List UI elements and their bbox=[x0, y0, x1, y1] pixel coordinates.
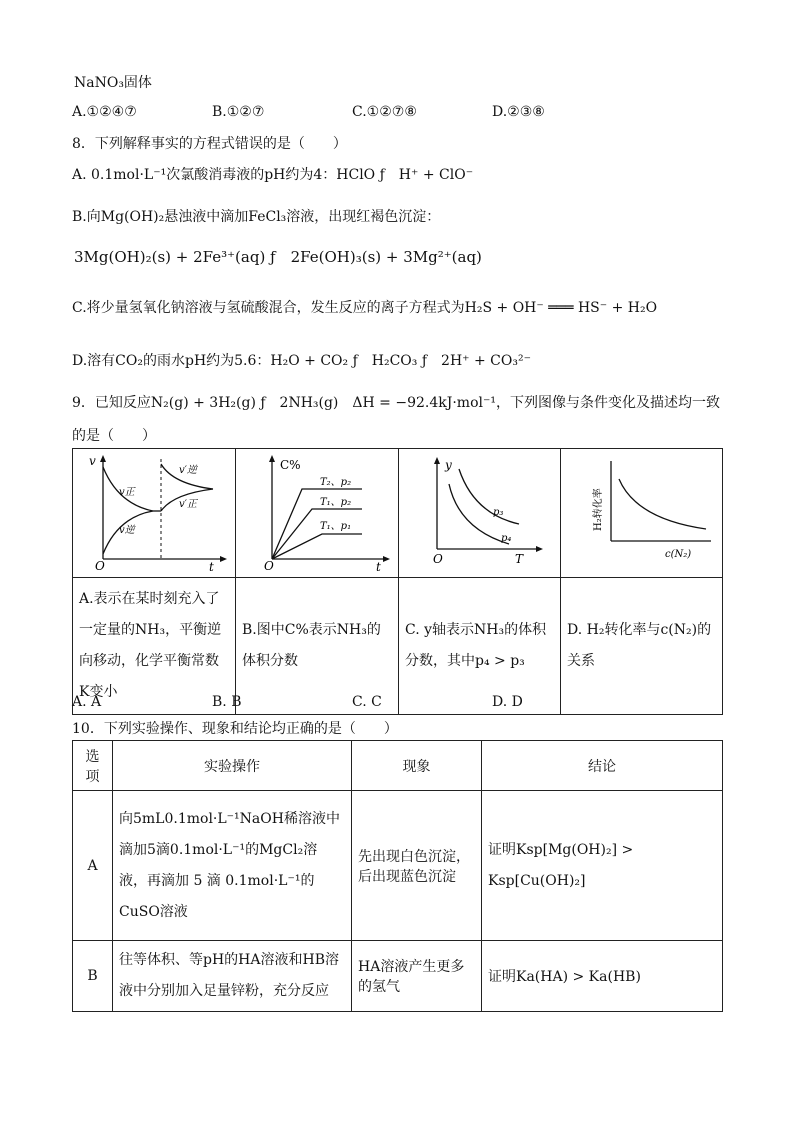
q9-a-label-vprime-fwd: v′正 bbox=[179, 499, 197, 510]
q9-graph-a-cell bbox=[73, 449, 236, 578]
q10-table bbox=[72, 740, 723, 1012]
q9-option-c: C. C bbox=[352, 694, 382, 710]
q10-row-a-conclusion: 证明Ksp[Mg(OH)₂] > Ksp[Cu(OH)₂] bbox=[482, 791, 723, 941]
q10-row-b-option: B bbox=[73, 941, 113, 1012]
q9-b-label-t1p2: T₁、p₂ bbox=[320, 497, 352, 508]
q8-stem: 8．下列解释事实的方程式错误的是（ ） bbox=[72, 136, 347, 152]
q9-figure-table bbox=[72, 448, 723, 715]
q9-graph-d-cell bbox=[561, 449, 723, 578]
q9-stem-line1: 9．已知反应N₂(g) + 3H₂(g) ƒ 2NH₃(g) ΔH = −92.4kJ·mol⁻¹，下列图像与条件变化及描述均一致 bbox=[72, 395, 720, 411]
q8-option-a: A. 0.1mol·L⁻¹次氯酸消毒液的pH约为4：HClO ƒ H⁺ + ClO⁻ bbox=[72, 167, 474, 183]
q8-option-b-text: B.向Mg(OH)₂悬浊液中滴加FeCl₃溶液，出现红褐色沉淀： bbox=[72, 209, 441, 225]
q9-a-origin: O bbox=[95, 559, 105, 573]
q9-c-label-p4: p₄ bbox=[501, 533, 512, 544]
q10-row-a-option: A bbox=[73, 791, 113, 941]
q9-graph-a bbox=[73, 449, 235, 573]
q10-row-b-operation: 往等体积、等pH的HA溶液和HB溶液中分别加入足量锌粉，充分反应 bbox=[113, 941, 352, 1012]
q10-stem: 10．下列实验操作、现象和结论均正确的是（ ） bbox=[72, 721, 398, 737]
q9-b-x-label: t bbox=[376, 560, 381, 573]
q9-desc-a: A.表示在某时刻充入了一定量的NH₃，平衡逆向移动，化学平衡常数K变小 bbox=[73, 578, 236, 715]
q7-option-a: A.①②④⑦ bbox=[72, 104, 137, 120]
q9-graph-b bbox=[236, 449, 398, 573]
q10-header-phenomenon: 现象 bbox=[352, 741, 482, 791]
q9-b-label-t2p2: T₂、p₂ bbox=[320, 477, 352, 488]
q9-c-label-p3: p₃ bbox=[493, 507, 504, 518]
q9-desc-d: D. H₂转化率与c(N₂)的关系 bbox=[561, 578, 723, 715]
q10-header-operation: 实验操作 bbox=[113, 741, 352, 791]
q9-option-b: B. B bbox=[212, 694, 242, 710]
q10-row-b-phenomenon: HA溶液产生更多的氢气 bbox=[352, 941, 482, 1012]
q9-c-origin: O bbox=[433, 552, 443, 566]
q9-b-origin: O bbox=[264, 559, 274, 573]
table-row bbox=[73, 791, 723, 941]
q7-option-b: B.①②⑦ bbox=[212, 104, 265, 120]
q9-graph-b-cell bbox=[236, 449, 399, 578]
q7-tail-text: NaNO₃固体 bbox=[74, 75, 152, 91]
q7-option-c: C.①②⑦⑧ bbox=[352, 104, 417, 120]
q10-header-option: 选项 bbox=[73, 741, 113, 791]
q9-desc-c: C. y轴表示NH₃的体积分数，其中p₄ > p₃ bbox=[399, 578, 561, 715]
q8-option-d: D.溶有CO₂的雨水pH约为5.6：H₂O + CO₂ ƒ H₂CO₃ ƒ 2H⁺ + CO₃²⁻ bbox=[72, 353, 531, 369]
q10-header-conclusion: 结论 bbox=[482, 741, 723, 791]
q9-desc-b: B.图中C%表示NH₃的体积分数 bbox=[236, 578, 399, 715]
q10-row-a-phenomenon: 先出现白色沉淀，后出现蓝色沉淀 bbox=[352, 791, 482, 941]
q8-option-c: C.将少量氢氧化钠溶液与氢硫酸混合，发生反应的离子方程式为H₂S + OH⁻ ═══ HS⁻ + H₂O bbox=[72, 300, 658, 316]
q9-d-y-label: H₂转化率 bbox=[593, 488, 604, 531]
q7-option-d: D.②③⑧ bbox=[492, 104, 545, 120]
q9-graph-c-cell bbox=[399, 449, 561, 578]
q9-a-label-v-fwd: v正 bbox=[119, 487, 135, 498]
q9-c-y-label: y bbox=[445, 458, 452, 472]
q9-b-label-t1p1: T₁、p₁ bbox=[320, 521, 352, 532]
q10-row-b-conclusion: 证明Ka(HA) > Ka(HB) bbox=[482, 941, 723, 1012]
table-row bbox=[73, 941, 723, 1012]
q9-option-d: D. D bbox=[492, 694, 523, 710]
q9-d-x-label: c(N₂) bbox=[665, 549, 692, 560]
q9-c-x-label: T bbox=[515, 552, 524, 566]
q9-stem-line2: 的是（ ） bbox=[72, 428, 156, 444]
q9-option-a: A. A bbox=[72, 694, 102, 710]
q9-a-x-label: t bbox=[209, 560, 214, 573]
q9-graph-c bbox=[399, 449, 560, 573]
q9-b-y-label: C% bbox=[280, 458, 301, 472]
q8-option-b-equation: 3Mg(OH)₂(s) + 2Fe³⁺(aq) ƒ 2Fe(OH)₃(s) + 3Mg²⁺(aq) bbox=[74, 248, 482, 266]
q9-a-label-v-rev: v逆 bbox=[119, 525, 135, 536]
q10-row-a-operation: 向5mL0.1mol·L⁻¹NaOH稀溶液中滴加5滴0.1mol·L⁻¹的MgCl₂溶液，再滴加 5 滴 0.1mol·L⁻¹的 CuSO溶液 bbox=[113, 791, 352, 941]
q9-a-label-vprime-rev: v′逆 bbox=[179, 465, 197, 476]
q9-graph-d bbox=[561, 449, 722, 573]
q9-a-y-label: v bbox=[89, 454, 96, 468]
